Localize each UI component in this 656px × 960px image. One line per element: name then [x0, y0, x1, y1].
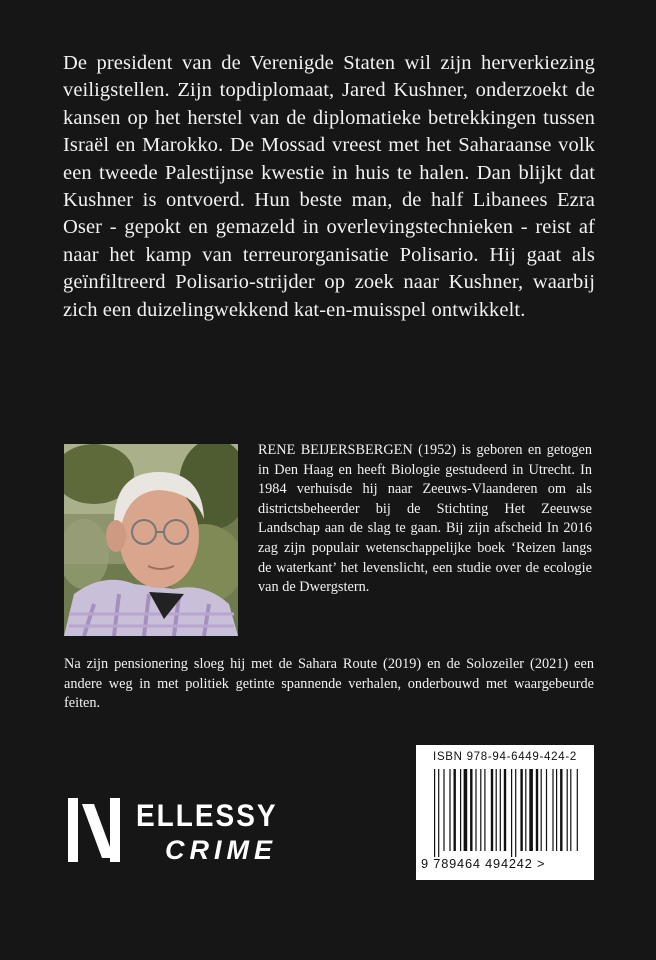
author-bio-continued: Na zijn pensionering sloeg hij met de Sahara Route (2019) en de Solozeiler (2021) een andere weg in met politiek getinte spannende verhalen, onderbouwd met waargebeurde feiten.: [64, 656, 594, 712]
barcode-bars: [424, 769, 586, 857]
isbn-barcode: [416, 745, 594, 880]
publisher-imprint: CRIME: [165, 835, 277, 865]
author-bio: RENE BEIJERSBERGEN (1952) is geboren en getogen in Den Haag en heeft Biologie gestudeerd in Utrecht. In 1984 verhuisde hij naar Zeeuws-Vlaanderen om als districtsbeheerder bij de Stichting Het Zeeuwse Landschap aan de slag te gaan. Bij zijn afscheid In 2016 zag zijn populair wetenschappelijke boek ‘Reizen langs de waterkant’ het levenslicht, een studie over de ecologie van de Dwergstern.: [258, 442, 592, 596]
isbn-number: ISBN 978-94-6449-424-2: [433, 751, 577, 763]
publisher-name: ELLESSY: [136, 797, 278, 833]
ean-digits: 9 789464 494242 >: [421, 856, 546, 871]
author-photo: [64, 444, 238, 636]
publisher-mark-icon: [64, 798, 126, 864]
publisher-logo: [64, 795, 304, 867]
back-cover-blurb: De president van de Verenigde Staten wil zijn herverkiezing veiligstellen. Zijn topdiplomaat, Jared Kushner, onderzoekt de kansen op het herstel van de diplomatieke betrekkingen tussen Israël en Marokko. De Mossad vreest met het Saharaanse volk een tweede Palestijnse kwestie in huis te halen. Dan blijkt dat Kushner is ontvoerd. Hun beste man, de half Libanees Ezra Oser - gepokt en gemazeld in overlevingstechnieken - reist af naar het kamp van terreurorganisatie Polisario. Hij gaat als geïnfiltreerd Polisario-strijder op zoek naar Kushner, waarbij zich een duizelingwekkend kat-en-muisspel ontwikkelt.: [63, 52, 595, 321]
